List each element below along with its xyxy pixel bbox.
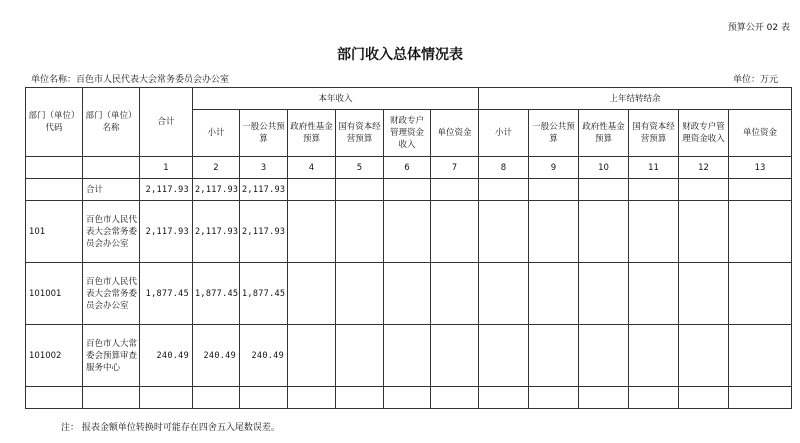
column-number: 11: [629, 157, 679, 179]
value-cell-col-1: 240.49: [140, 325, 193, 387]
value-cell-col-11: [629, 201, 679, 263]
header-dept-code: 部门（单位）代码: [26, 88, 83, 157]
value-cell-col-13: [729, 179, 792, 201]
value-cell-col-7: [431, 201, 479, 263]
header-sub-col-8: 小计: [479, 110, 529, 157]
header-sub-col-13: 单位资金: [729, 110, 792, 157]
value-cell-col-9: [529, 325, 579, 387]
value-cell-col-4: [288, 179, 336, 201]
table-row: [26, 325, 792, 387]
unit-name: 百色市人民代表大会常务委员会办公室: [76, 75, 230, 85]
value-cell-col-1: [140, 387, 193, 409]
value-cell-col-5: [336, 325, 384, 387]
value-cell-col-4: [288, 387, 336, 409]
value-cell-col-10: [579, 263, 629, 325]
value-cell-col-3: 2,117.93: [240, 179, 288, 201]
income-table: [25, 87, 792, 409]
header-sub-col-10: 政府性基金预算: [579, 110, 629, 157]
dept-code-cell: [26, 179, 83, 201]
value-cell-col-6: [384, 263, 431, 325]
value-cell-col-1: 2,117.93: [140, 179, 193, 201]
unit-name-label: 单位名称：: [31, 75, 77, 85]
value-cell-col-9: [529, 201, 579, 263]
value-cell-col-7: [431, 179, 479, 201]
value-cell-col-4: [288, 201, 336, 263]
column-number: 4: [288, 157, 336, 179]
column-number: 13: [729, 157, 792, 179]
value-cell-col-2: 1,877.45: [193, 263, 240, 325]
dept-code-cell: 101002: [26, 325, 83, 387]
table-row: [26, 201, 792, 263]
header-sub-col-9: 一般公共预算: [529, 110, 579, 157]
footnote: 注： 报表金额单位转换时可能存在四舍五入尾数误差。: [61, 423, 280, 433]
value-cell-col-13: [729, 325, 792, 387]
form-code: 预算公开 02 表: [727, 23, 790, 33]
column-number-blank: [26, 157, 83, 179]
value-cell-col-5: [336, 263, 384, 325]
value-cell-col-9: [529, 263, 579, 325]
value-cell-col-8: [479, 325, 529, 387]
value-cell-col-5: [336, 201, 384, 263]
value-cell-col-12: [679, 325, 729, 387]
table-row: [26, 179, 792, 201]
header-sub-col-11: 国有资本经营预算: [629, 110, 679, 157]
dept-code-cell: 101001: [26, 263, 83, 325]
column-number: 6: [384, 157, 431, 179]
value-cell-col-5: [336, 179, 384, 201]
value-cell-col-4: [288, 263, 336, 325]
table-body: [26, 179, 792, 409]
column-number: 2: [193, 157, 240, 179]
column-number: 7: [431, 157, 479, 179]
header-sub-col-12: 财政专户管理资金收入: [679, 110, 729, 157]
value-cell-col-9: [529, 387, 579, 409]
column-number: 1: [140, 157, 193, 179]
value-cell-col-2: 240.49: [193, 325, 240, 387]
dept-name-cell: 合计: [83, 179, 140, 201]
value-cell-col-3: 2,117.93: [240, 201, 288, 263]
value-cell-col-9: [529, 179, 579, 201]
dept-name-cell: 百色市人大常委会预算审查服务中心: [83, 325, 140, 387]
column-number-blank: [83, 157, 140, 179]
value-cell-col-4: [288, 325, 336, 387]
value-cell-col-8: [479, 179, 529, 201]
value-cell-col-2: 2,117.93: [193, 201, 240, 263]
value-cell-col-13: [729, 201, 792, 263]
header-sub-col-2: 小计: [193, 110, 240, 157]
value-cell-col-8: [479, 201, 529, 263]
table-row: [26, 263, 792, 325]
value-cell-col-13: [729, 387, 792, 409]
value-cell-col-11: [629, 263, 679, 325]
currency-unit: 单位：万元: [732, 75, 778, 85]
page-title: 部门收入总体情况表: [337, 47, 463, 63]
value-cell-col-7: [431, 263, 479, 325]
dept-name-cell: 百色市人民代表大会常务委员会办公室: [83, 201, 140, 263]
header-current-income: 本年收入: [193, 88, 479, 110]
value-cell-col-2: [193, 387, 240, 409]
unit-name-line: [31, 72, 229, 85]
column-number: 9: [529, 157, 579, 179]
dept-code-cell: 101: [26, 201, 83, 263]
column-number: 8: [479, 157, 529, 179]
value-cell-col-1: 2,117.93: [140, 201, 193, 263]
column-number: 5: [336, 157, 384, 179]
header-sub-col-4: 政府性基金预算: [288, 110, 336, 157]
header-sub-col-7: 单位资金: [431, 110, 479, 157]
dept-code-cell: [26, 387, 83, 409]
value-cell-col-7: [431, 325, 479, 387]
value-cell-col-3: 240.49: [240, 325, 288, 387]
value-cell-col-6: [384, 325, 431, 387]
value-cell-col-11: [629, 325, 679, 387]
header-sub-col-5: 国有资本经营预算: [336, 110, 384, 157]
value-cell-col-13: [729, 263, 792, 325]
value-cell-col-10: [579, 201, 629, 263]
value-cell-col-8: [479, 387, 529, 409]
value-cell-col-3: 1,877.45: [240, 263, 288, 325]
dept-name-cell: [83, 387, 140, 409]
header-sub-col-3: 一般公共预算: [240, 110, 288, 157]
value-cell-col-10: [579, 325, 629, 387]
value-cell-col-5: [336, 387, 384, 409]
value-cell-col-1: 1,877.45: [140, 263, 193, 325]
column-number: 10: [579, 157, 629, 179]
value-cell-col-7: [431, 387, 479, 409]
value-cell-col-11: [629, 387, 679, 409]
value-cell-col-2: 2,117.93: [193, 179, 240, 201]
column-number-row: [26, 157, 792, 179]
value-cell-col-12: [679, 387, 729, 409]
value-cell-col-12: [679, 179, 729, 201]
table-row: [26, 387, 792, 409]
column-number: 3: [240, 157, 288, 179]
value-cell-col-6: [384, 387, 431, 409]
value-cell-col-10: [579, 387, 629, 409]
value-cell-col-6: [384, 179, 431, 201]
value-cell-col-10: [579, 179, 629, 201]
header-total: 合计: [140, 88, 193, 157]
header-dept-name: 部门（单位）名称: [83, 88, 140, 157]
value-cell-col-6: [384, 201, 431, 263]
value-cell-col-3: [240, 387, 288, 409]
value-cell-col-12: [679, 263, 729, 325]
header-sub-col-6: 财政专户管理资金收入: [384, 110, 431, 157]
header-carryover: 上年结转结余: [479, 88, 792, 110]
value-cell-col-8: [479, 263, 529, 325]
value-cell-col-12: [679, 201, 729, 263]
column-number: 12: [679, 157, 729, 179]
value-cell-col-11: [629, 179, 679, 201]
dept-name-cell: 百色市人民代表大会常务委员会办公室: [83, 263, 140, 325]
